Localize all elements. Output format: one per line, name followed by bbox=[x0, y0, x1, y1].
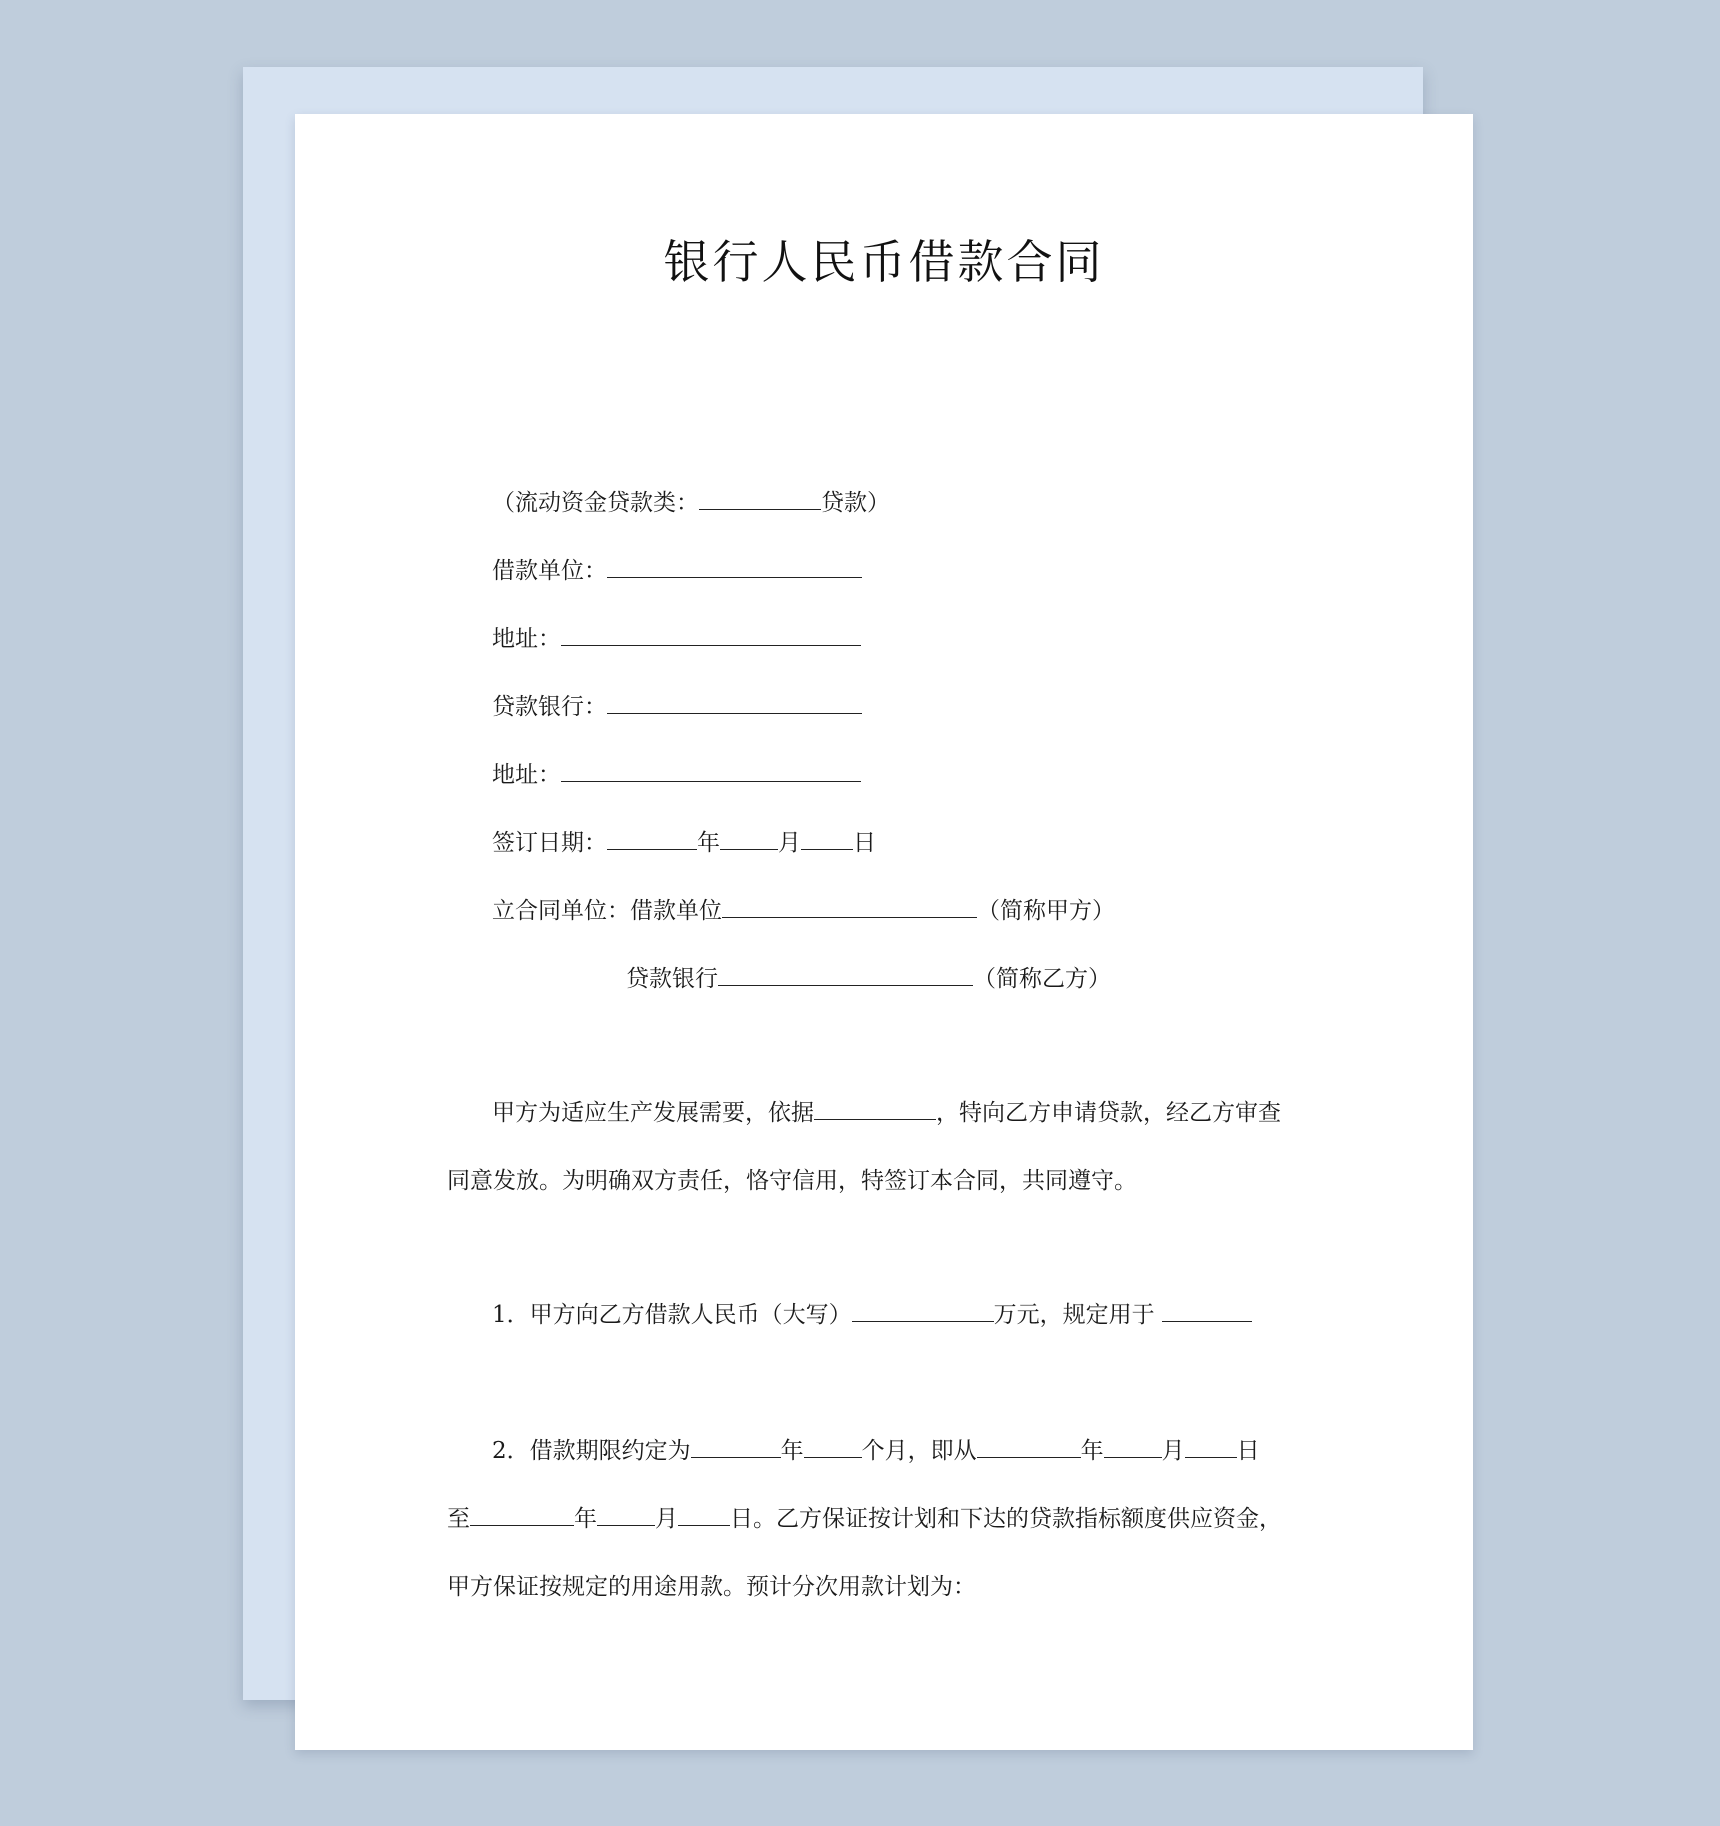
address-blank-2 bbox=[561, 759, 861, 782]
preamble-line-2 bbox=[447, 1165, 1137, 1197]
preamble-text-b: ，特向乙方申请贷款，经乙方审查 bbox=[936, 1100, 1281, 1126]
loan-type-blank bbox=[699, 487, 821, 510]
clause-2-to-year-blank bbox=[470, 1503, 574, 1526]
address-line-1 bbox=[492, 623, 861, 655]
parties-lender-alias: （简称乙方） bbox=[973, 966, 1111, 992]
preamble-text-c: 同意发放。为明确双方责任，恪守信用，特签订本合同，共同遵守。 bbox=[447, 1168, 1137, 1194]
preamble-text-a: 甲方为适应生产发展需要，依据 bbox=[492, 1100, 814, 1126]
document-page bbox=[295, 114, 1473, 1750]
address-line-2 bbox=[492, 759, 861, 791]
clause-2-text-k: 甲方保证按规定的用途用款。预计分次用款计划为： bbox=[447, 1574, 976, 1600]
clause-2-text-h: 年 bbox=[574, 1506, 597, 1532]
clause-2-text-g: 至 bbox=[447, 1506, 470, 1532]
sign-day-blank bbox=[801, 827, 853, 850]
address-label-2: 地址： bbox=[492, 762, 561, 788]
clause-1-amount-blank bbox=[852, 1299, 994, 1322]
sign-month-blank bbox=[720, 827, 778, 850]
sign-year-unit: 年 bbox=[697, 830, 720, 856]
address-blank-1 bbox=[561, 623, 861, 646]
address-label-1: 地址： bbox=[492, 626, 561, 652]
clause-2-line-2 bbox=[447, 1503, 1282, 1535]
clause-2-line-3 bbox=[447, 1571, 976, 1603]
clause-2-text-c: 个月，即从 bbox=[861, 1438, 977, 1464]
sign-date-label: 签订日期： bbox=[492, 830, 607, 856]
parties-borrower-blank bbox=[722, 895, 977, 918]
parties-borrower: 借款单位 bbox=[630, 898, 722, 924]
document-title: 银行人民币借款合同 bbox=[663, 235, 1105, 289]
clause-2-text-f: 日 bbox=[1236, 1438, 1260, 1464]
clause-2-to-day-blank bbox=[678, 1503, 730, 1526]
clause-2-text-e: 月 bbox=[1161, 1438, 1185, 1464]
clause-2-text-j: 日。乙方保证按计划和下达的贷款指标额度供应资金， bbox=[730, 1506, 1282, 1532]
parties-label: 立合同单位： bbox=[492, 898, 630, 924]
clause-1-line bbox=[492, 1299, 1252, 1331]
borrower-label: 借款单位： bbox=[492, 558, 607, 584]
sign-day-unit: 日 bbox=[853, 830, 876, 856]
clause-2-line-1 bbox=[492, 1435, 1260, 1467]
preamble-basis-blank bbox=[814, 1097, 936, 1120]
parties-borrower-alias: （简称甲方） bbox=[977, 898, 1115, 924]
clause-2-years-blank bbox=[691, 1435, 781, 1458]
sign-year-blank bbox=[607, 827, 697, 850]
parties-lender: 贷款银行 bbox=[626, 966, 718, 992]
clause-2-months-blank bbox=[804, 1435, 862, 1458]
borrower-line bbox=[492, 555, 862, 587]
clause-2-text-a: 2．借款期限约定为 bbox=[492, 1438, 691, 1464]
loan-type-prefix: （流动资金贷款类： bbox=[492, 490, 699, 516]
parties-borrower-line bbox=[492, 895, 1115, 927]
loan-type-line bbox=[492, 487, 890, 519]
loan-type-suffix: 贷款） bbox=[821, 490, 890, 516]
clause-1-purpose-blank bbox=[1162, 1299, 1252, 1322]
parties-lender-line bbox=[626, 963, 1111, 995]
borrower-blank bbox=[607, 555, 862, 578]
parties-lender-blank bbox=[718, 963, 973, 986]
clause-2-text-i: 月 bbox=[655, 1506, 678, 1532]
clause-2-from-day-blank bbox=[1185, 1435, 1237, 1458]
lender-line bbox=[492, 691, 862, 723]
clause-2-text-d: 年 bbox=[1080, 1438, 1104, 1464]
sign-month-unit: 月 bbox=[778, 830, 801, 856]
clause-2-from-year-blank bbox=[977, 1435, 1081, 1458]
lender-blank bbox=[607, 691, 862, 714]
lender-label: 贷款银行： bbox=[492, 694, 607, 720]
preamble-line-1 bbox=[492, 1097, 1281, 1129]
clause-1-text-b: 万元，规定用于 bbox=[993, 1302, 1155, 1328]
clause-2-from-month-blank bbox=[1104, 1435, 1162, 1458]
sign-date-line bbox=[492, 827, 876, 859]
clause-1-text-a: 1．甲方向乙方借款人民币（大写） bbox=[492, 1302, 852, 1328]
clause-2-to-month-blank bbox=[597, 1503, 655, 1526]
clause-2-text-b: 年 bbox=[780, 1438, 804, 1464]
